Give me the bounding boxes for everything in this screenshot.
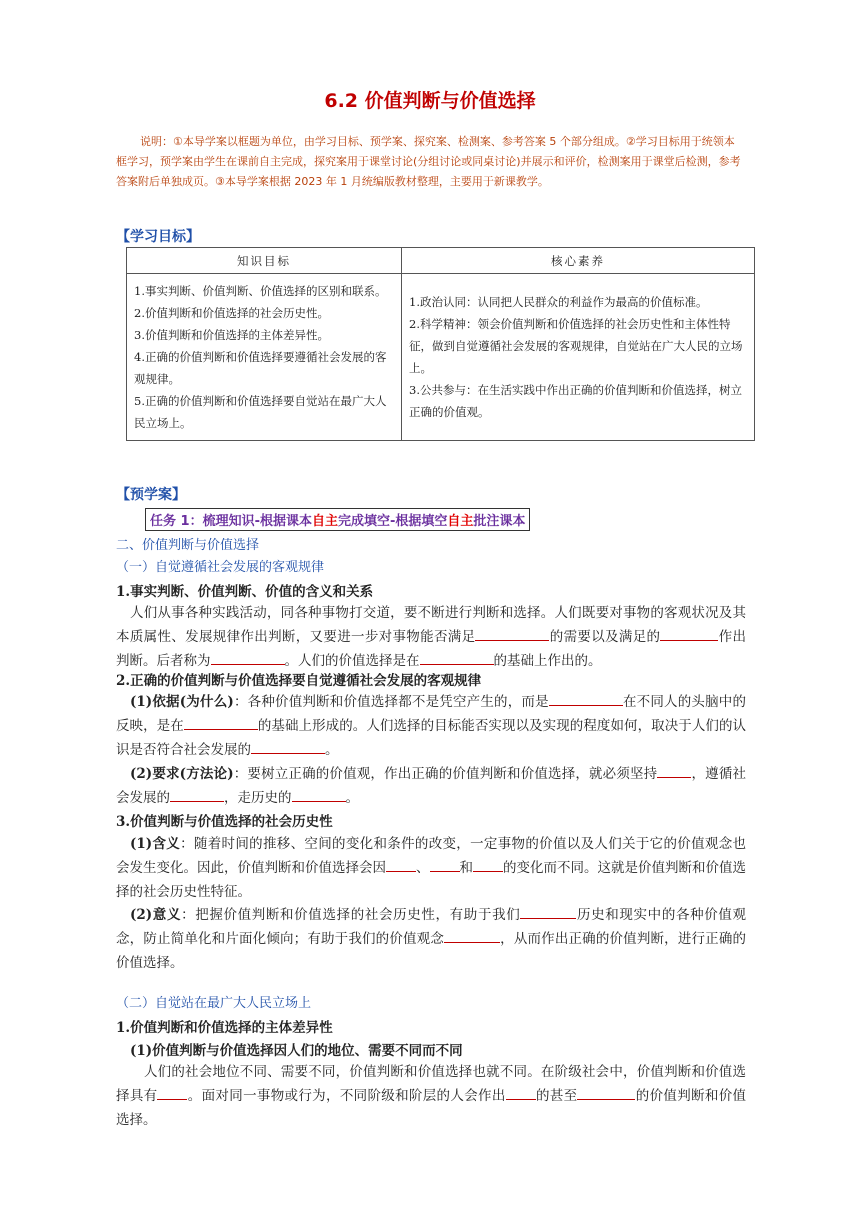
point-4-subheading: (1)价值判断与价值选择因人们的地位、需要不同而不同	[130, 1043, 463, 1059]
point-2-heading: 2.正确的价值判断与价值选择要自觉遵循社会发展的客观规律	[116, 673, 482, 689]
instructions-note: 说明：①本导学案以框题为单位，由学习目标、预学案、探究案、检测案、参考答案 5 个部分组成。②学习目标用于统领本框学习，预学案由学生在课前自主完成，探究案用于课堂讨论(分组讨论或同桌讨论)并展示和评价，检测案用于课堂后检测，参考答案附后单独成页。③本导学案根据 2023 年 1 月统编版教材整理，主要用于新课教学。	[116, 135, 741, 188]
fill-blank[interactable]	[386, 857, 416, 872]
literacy-item: 2.科学精神：领会价值判断和价值选择的社会历史性和主体性特征，做到自觉遵循社会发展的客观规律，自觉站在广大人民的立场上。	[409, 317, 743, 375]
subsection-2-heading: （二）自觉站在最广大人民立场上	[116, 996, 312, 1011]
learning-goals-heading: 【学习目标】	[116, 229, 200, 245]
fill-blank[interactable]	[475, 626, 549, 641]
fill-blank[interactable]	[157, 1085, 187, 1100]
point-3-meaning-paragraph: (1)含义：随着时间的推移、空间的变化和条件的改变，一定事物的价值以及人们关于它的价值观念也会发生变化。因此，价值判断和价值选择会因 、 和 的变化而不同。这就是价值判断和价值选择的社会历史性特征。	[116, 836, 747, 900]
point-1-heading: 1.事实判断、价值判断、价值的含义和关系	[116, 584, 374, 600]
knowledge-goals-header: 知识目标	[127, 248, 402, 274]
point-1-paragraph: 人们从事各种实践活动，同各种事物打交道，要不断进行判断和选择。人们既要对事物的客观状况及其本质属性、发展规律作出判断，又要进一步对事物能否满足 的需要以及满足的 作出判断。后者称为 。人们的价值选择是在 的基础上作出的。	[116, 605, 747, 669]
fill-blank[interactable]	[430, 857, 460, 872]
point-3-heading: 3.价值判断与价值选择的社会历史性	[116, 814, 333, 830]
knowledge-item: 2.价值判断和价值选择的社会历史性。	[134, 306, 329, 320]
knowledge-item: 3.价值判断和价值选择的主体差异性。	[134, 328, 329, 342]
fill-blank[interactable]	[251, 739, 325, 754]
fill-blank[interactable]	[292, 787, 346, 802]
section-2-heading: 二、价值判断与价值选择	[116, 538, 260, 553]
point-3-significance-paragraph: (2)意义：把握价值判断和价值选择的社会历史性，有助于我们 历史和现实中的各种价值观念，防止简单化和片面化倾向；有助于我们的价值观念 ，从而作出正确的价值判断，进行正确的价值选择。	[116, 903, 746, 975]
learning-goals-table	[126, 247, 755, 441]
fill-blank[interactable]	[184, 715, 258, 730]
point-2-basis-paragraph: (1)依据(为什么)：各种价值判断和价值选择都不是凭空产生的，而是 在不同人的头脑中的反映，是在 的基础上形成的。人们选择的目标能否实现以及实现的程度如何，取决于人们的认识是否符合社会发展的 。	[116, 690, 746, 762]
fill-blank[interactable]	[473, 857, 503, 872]
literacy-item: 1.政治认同：认同把人民群众的利益作为最高的价值标准。	[409, 295, 708, 309]
fill-blank[interactable]	[444, 928, 500, 943]
knowledge-item: 5.正确的价值判断和价值选择要自觉站在最广大人民立场上。	[134, 394, 387, 430]
fill-blank[interactable]	[520, 904, 576, 919]
core-literacy-cell	[402, 274, 755, 441]
fill-blank[interactable]	[420, 650, 494, 665]
preview-heading: 【预学案】	[116, 487, 186, 503]
fill-blank[interactable]	[549, 691, 623, 706]
fill-blank[interactable]	[170, 787, 224, 802]
knowledge-goals-cell	[127, 274, 402, 441]
knowledge-item: 1.事实判断、价值判断、价值选择的区别和联系。	[134, 284, 387, 298]
literacy-item: 3.公共参与：在生活实践中作出正确的价值判断和价值选择，树立正确的价值观。	[409, 383, 742, 419]
point-4-paragraph: 人们的社会地位不同、需要不同，价值判断和价值选择也就不同。在阶级社会中，价值判断和价值选择具有 。面对同一事物或行为，不同阶级和阶层的人会作出 的甚至 的价值判断和价值选择。	[116, 1064, 747, 1128]
fill-blank[interactable]	[211, 650, 285, 665]
subsection-1-heading: （一）自觉遵循社会发展的客观规律	[116, 560, 325, 575]
fill-blank[interactable]	[506, 1085, 536, 1100]
fill-blank[interactable]	[657, 763, 691, 778]
core-literacy-header: 核心素养	[402, 248, 755, 274]
point-4-heading: 1.价值判断和价值选择的主体差异性	[116, 1020, 333, 1036]
knowledge-item: 4.正确的价值判断和价值选择要遵循社会发展的客观规律。	[134, 350, 387, 386]
task-1-banner: 任务 1：梳理知识-根据课本自主完成填空-根据填空自主批注课本	[145, 508, 530, 531]
page-title: 6.2 价值判断与价值选择	[324, 90, 536, 112]
fill-blank[interactable]	[577, 1085, 635, 1100]
point-2-requirement-paragraph: (2)要求(方法论)：要树立正确的价值观，作出正确的价值判断和价值选择，就必须坚持 ，遵循社会发展的 ，走历史的 。	[116, 762, 746, 810]
fill-blank[interactable]	[660, 626, 718, 641]
